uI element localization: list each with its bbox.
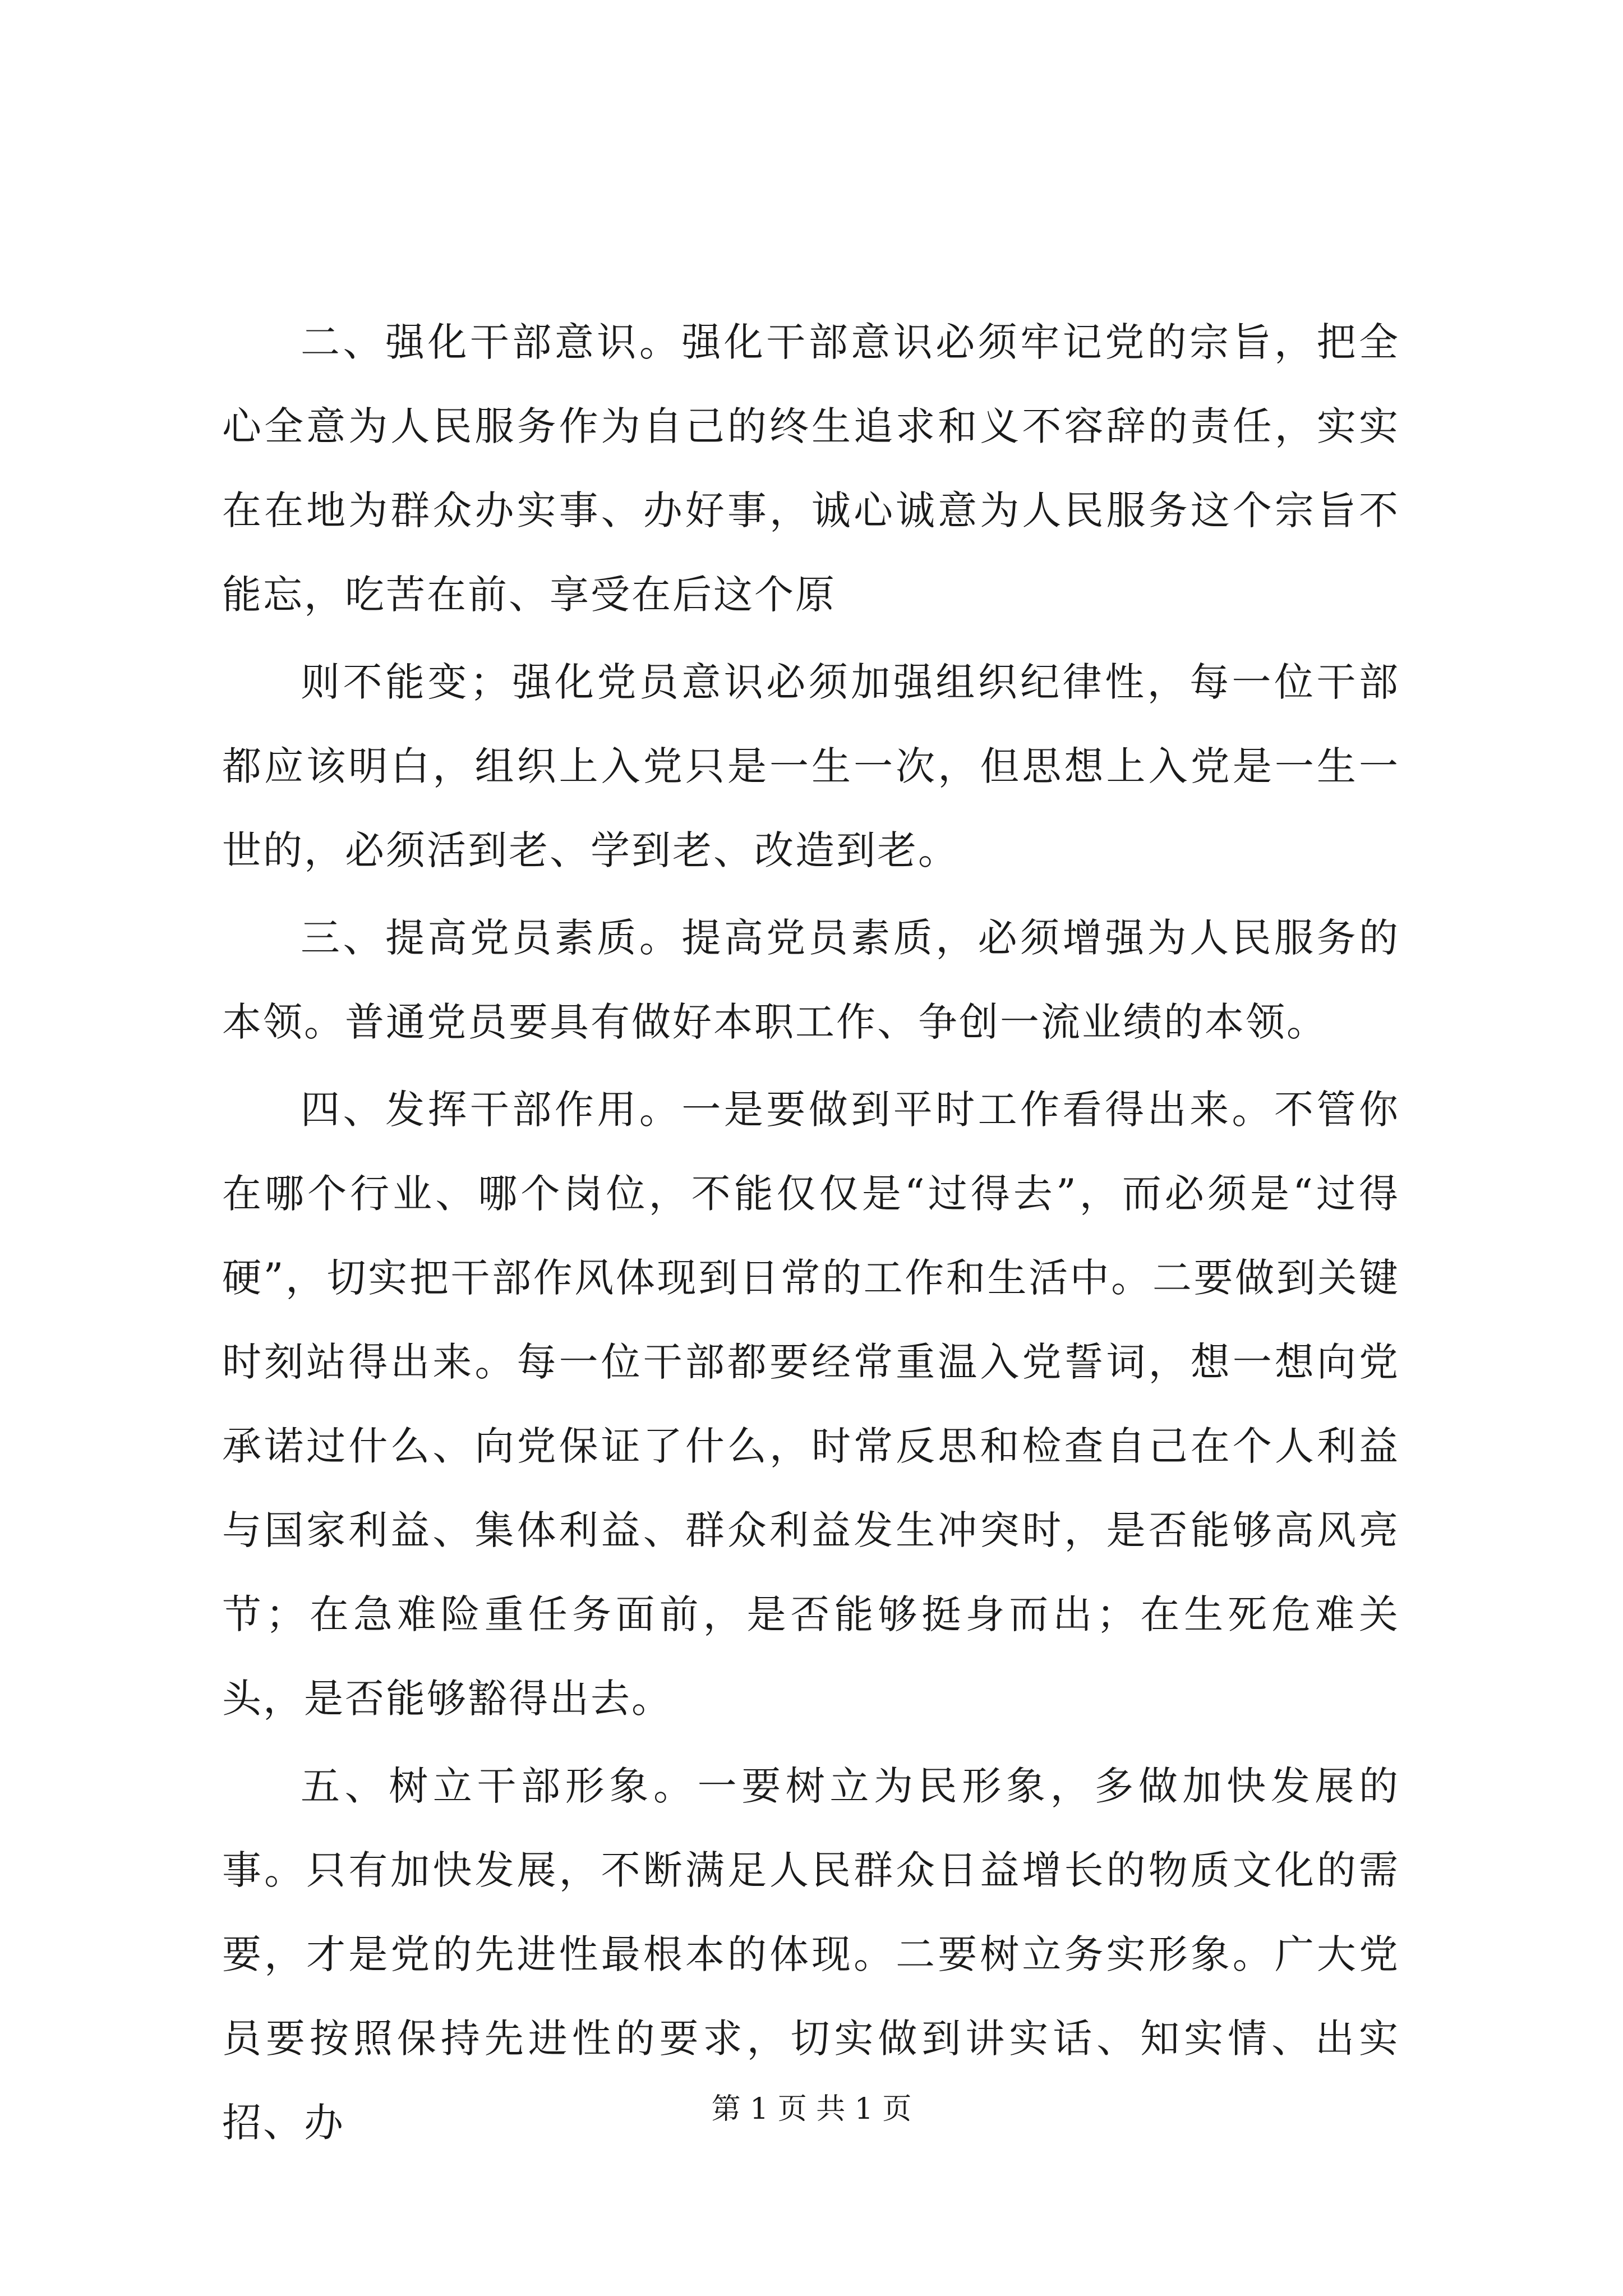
paragraph-cadre-role: 四、发挥干部作用。一是要做到平时工作看得出来。不管你在哪个行业、哪个岗位，不能仅仅是“过得去”，而必须是“过得硬”，切实把干部作风体现到日常的工作和生活中。二要做到关键时刻站得出来。每一位干部都要经常重温入党誓词，想一想向党承诺过什么、向党保证了什么，时常反思和检查自己在个人利益与国家利益、集体利益、群众利益发生冲突时，是否能够高风亮节；在急难险重任务面前，是否能够挺身而出；在生死危难关头，是否能够豁得出去。 — [222, 1087, 1400, 1722]
paragraph-party-discipline: 则不能变；强化党员意识必须加强组织纪律性，每一位干部都应该明白，组织上入党只是一生一次，但思想上入党是一生一世的，必须活到老、学到老、改造到老。 — [222, 659, 1400, 873]
page-number-footer: 第 1 页 共 1 页 — [711, 2092, 912, 2126]
paragraph-strengthen-cadre-awareness: 二、强化干部意识。强化干部意识必须牢记党的宗旨，把全心全意为人民服务作为自己的终生追求和义不容辞的责任，实实在在地为群众办实事、办好事，诚心诚意为人民服务这个宗旨不能忘，吃苦在前、享受在后这个原 — [222, 319, 1400, 618]
paragraph-improve-member-quality: 三、提高党员素质。提高党员素质，必须增强为人民服务的本领。普通党员要具有做好本职工作、争创一流业绩的本领。 — [222, 915, 1400, 1045]
paragraph-cadre-image: 五、树立干部形象。一要树立为民形象，多做加快发展的事。只有加快发展，不断满足人民群众日益增长的物质文化的需要，才是党的先进性最根本的体现。二要树立务实形象。广大党员要按照保持先进性的要求，切实做到讲实话、知实情、出实招、办 — [222, 1763, 1400, 2146]
document-body — [222, 300, 1400, 2168]
